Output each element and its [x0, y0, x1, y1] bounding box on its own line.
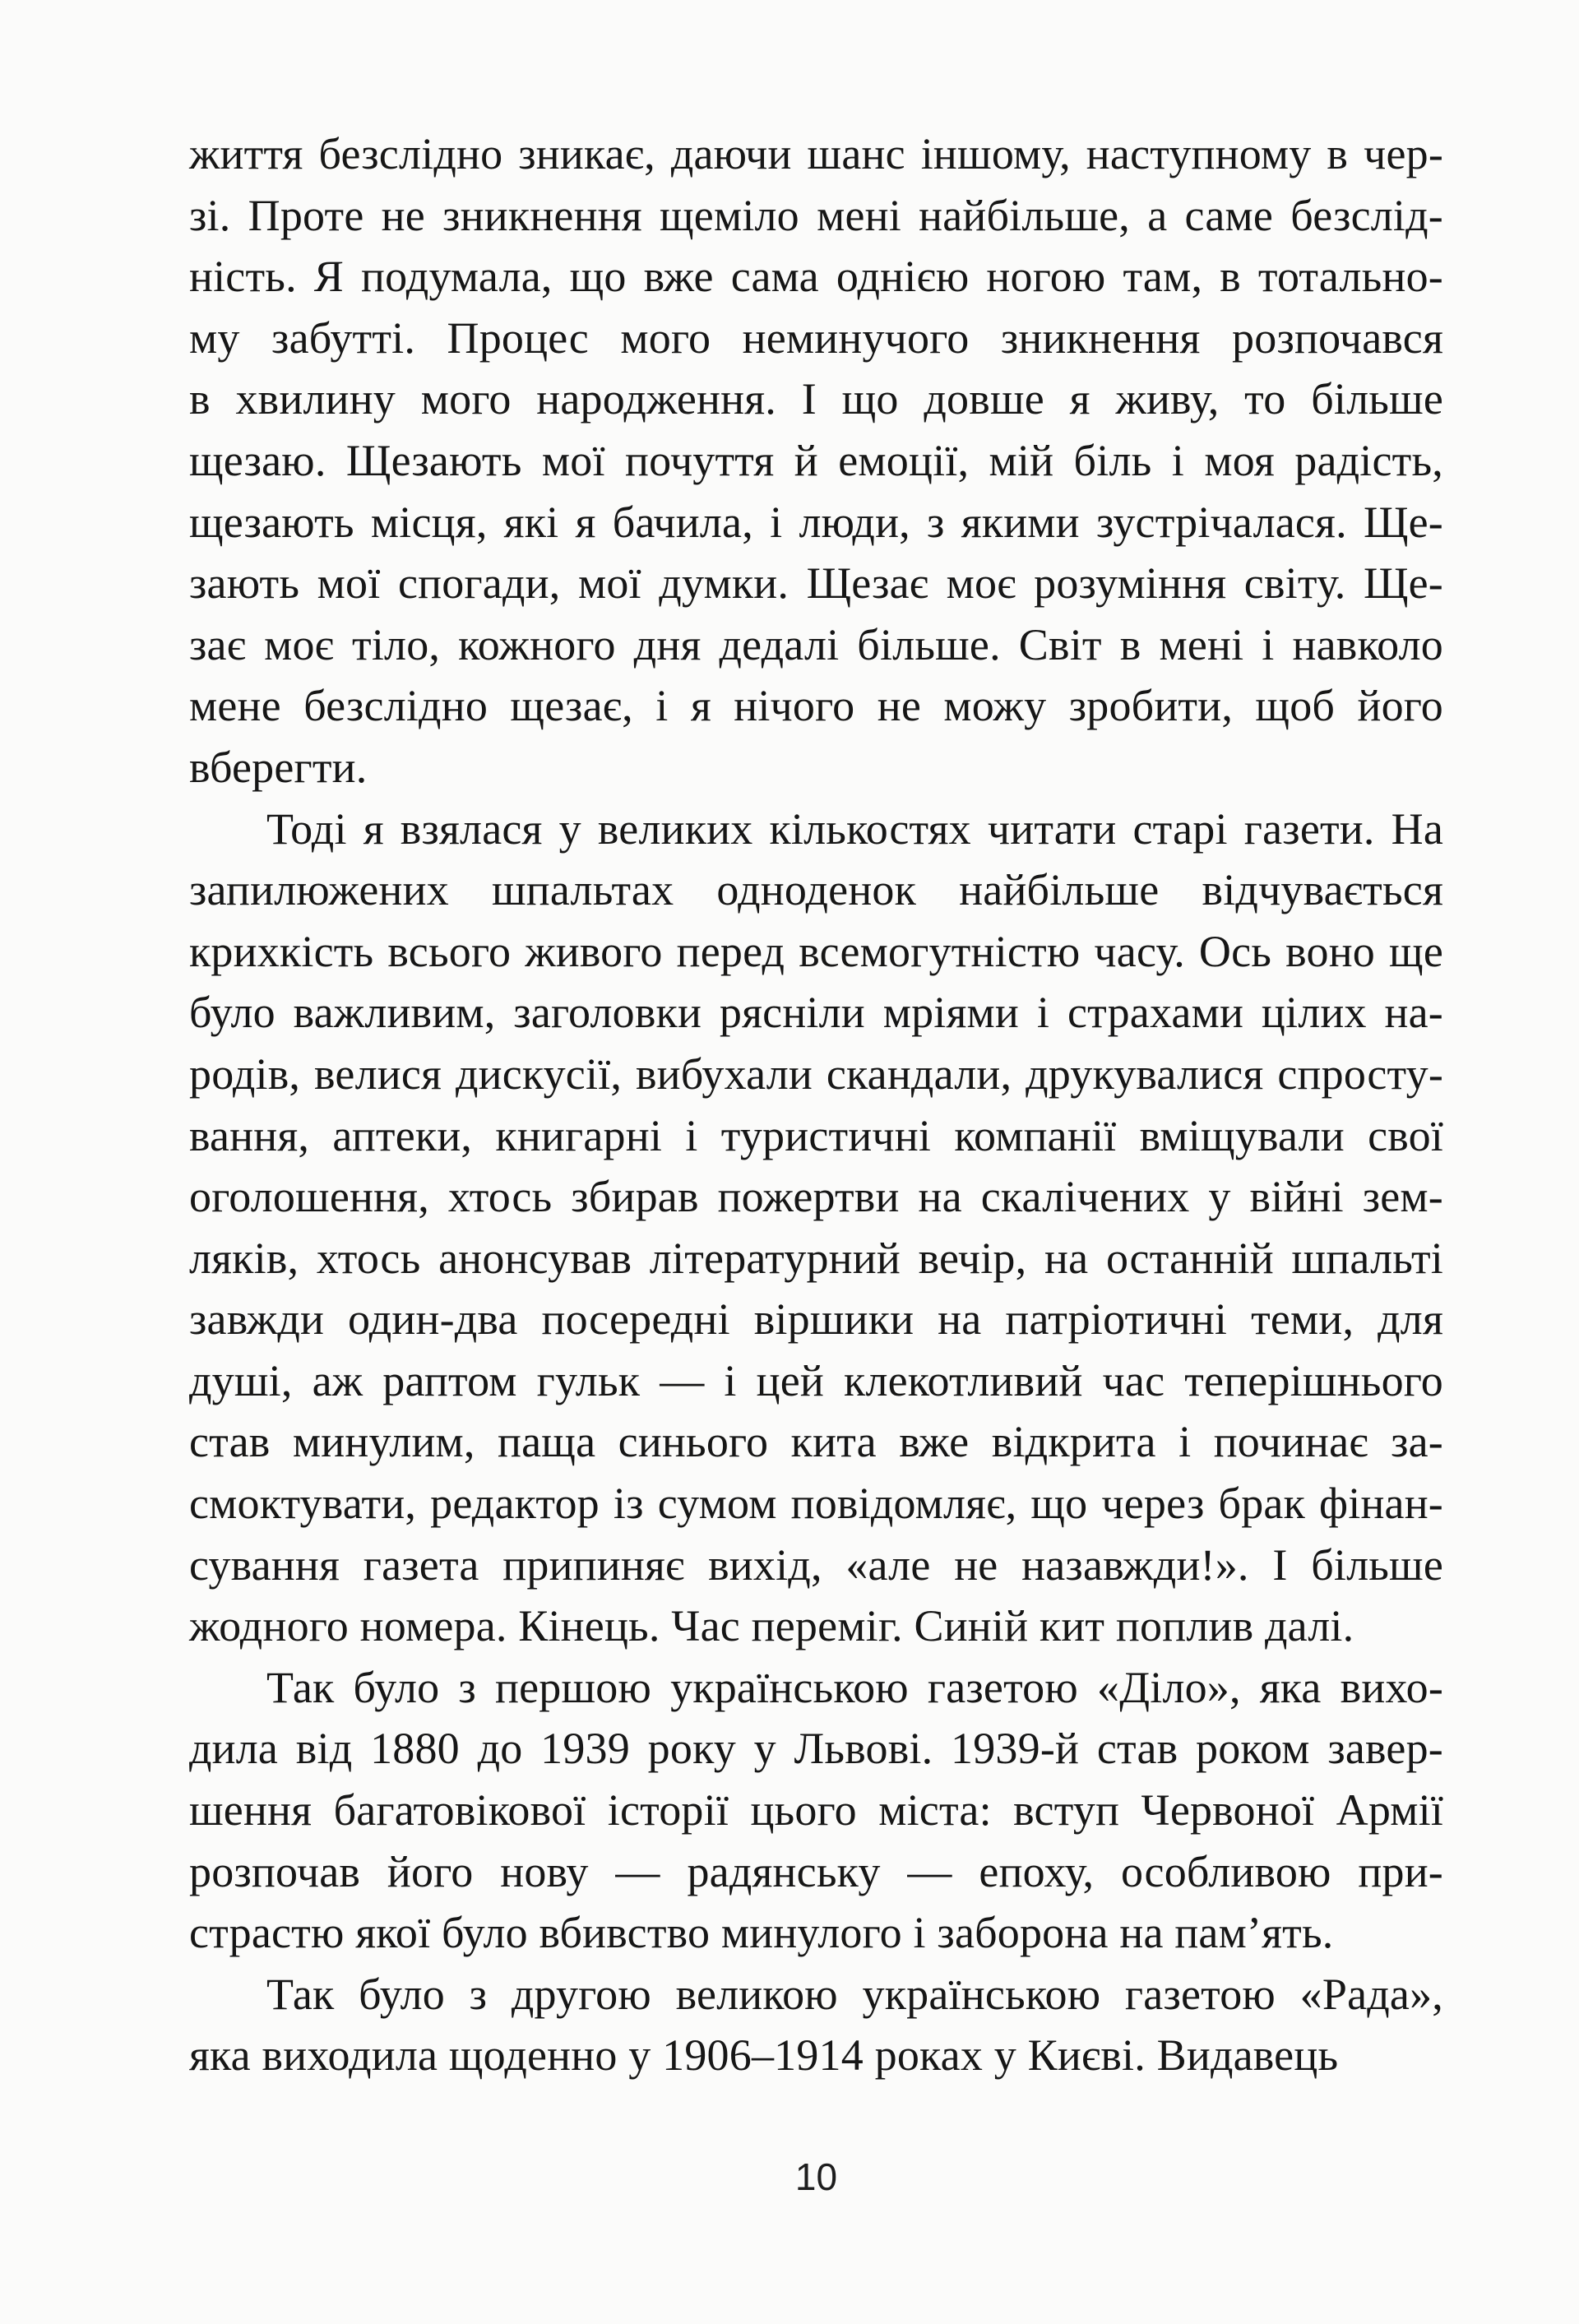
text-line: розпочав його нову — радянську — епоху, особливою при-: [189, 1846, 1443, 1896]
text-line: ляків, хтось анонсував літературний вечір, на останній шпальті: [189, 1233, 1443, 1283]
paragraph: [189, 1964, 1443, 2086]
text-line: дила від 1880 до 1939 року у Львові. 1939-й став роком завер-: [189, 1724, 1443, 1774]
text-line: Тоді я взялася у великих кількостях читати старі газети. На: [266, 803, 1443, 854]
text-line: вберегти.: [189, 742, 368, 792]
text-line: зі. Проте не зникнення щеміло мені найбільше, а саме безслід-: [189, 190, 1443, 240]
text-line: щезають місця, які я бачила, і люди, з якими зустрічалася. Ще-: [189, 497, 1443, 547]
paragraph: [189, 123, 1443, 799]
text-line: му забутті. Процес мого неминучого зникнення розпочався: [189, 312, 1443, 363]
text-line: страстю якої було вбивство минулого і заборона на пам’ять.: [189, 1908, 1334, 1958]
text-line: ність. Я подумала, що вже сама однією ногою там, в тотально-: [189, 252, 1443, 302]
text-line: мене безслідно щезає, і я нічого не можу зробити, щоб його: [189, 681, 1443, 731]
text-line: було важливим, заголовки рясніли мріями і страхами цілих на-: [189, 988, 1443, 1038]
text-line: щезаю. Щезають мої почуття й емоції, мій біль і моя радість,: [189, 435, 1443, 485]
text-line: вання, аптеки, книгарні і туристичні компанії вміщували свої: [189, 1110, 1443, 1160]
text-line: став минулим, паща синього кита вже відкрита і починає за-: [189, 1417, 1443, 1467]
text-line: душі, аж раптом гульк — і цей клекотливий час теперішнього: [189, 1355, 1443, 1405]
page-text: [189, 123, 1443, 2086]
text-line: завжди один-два посередні віршики на патріотичні теми, для: [189, 1294, 1443, 1345]
text-line: в хвилину мого народження. І що довше я живу, то більше: [189, 374, 1443, 424]
text-line: життя безслідно зникає, даючи шанс іншому, наступному в чер-: [189, 129, 1443, 178]
text-line: крихкість всього живого перед всемогутністю часу. Ось воно ще: [189, 926, 1443, 976]
text-line: Так було з першою українською газетою «Діло», яка вихо-: [266, 1662, 1443, 1712]
paragraph: [189, 799, 1443, 1657]
paragraph: [189, 1657, 1443, 1964]
text-line: шення багатовікової історії цього міста: вступ Червоної Армії: [189, 1785, 1443, 1836]
text-line: Так було з другою великою українською газетою «Рада»,: [266, 1969, 1443, 2019]
text-line: зає моє тіло, кожного дня дедалі більше. Світ в мені і навколо: [189, 619, 1443, 669]
text-line: жодного номера. Кінець. Час переміг. Синій кит поплив далі.: [189, 1601, 1354, 1651]
text-line: яка виходила щоденно у 1906–1914 роках у Києві. Видавець: [189, 2030, 1339, 2081]
text-line: зають мої спогади, мої думки. Щезає моє розуміння світу. Ще-: [189, 558, 1443, 609]
text-line: смоктувати, редактор із сумом повідомляє, що через брак фінан-: [189, 1479, 1443, 1529]
text-line: оголошення, хтось збирав пожертви на скалічених у війні зем-: [189, 1172, 1443, 1222]
text-line: сування газета припиняє вихід, «але не назавжди!». І більше: [189, 1539, 1443, 1590]
page-number: 10: [794, 2155, 838, 2198]
text-line: запилюжених шпальтах одноденок найбільше відчувається: [189, 865, 1443, 915]
text-line: родів, велися дискусії, вибухали скандали, друкувалися спросту-: [189, 1049, 1443, 1099]
